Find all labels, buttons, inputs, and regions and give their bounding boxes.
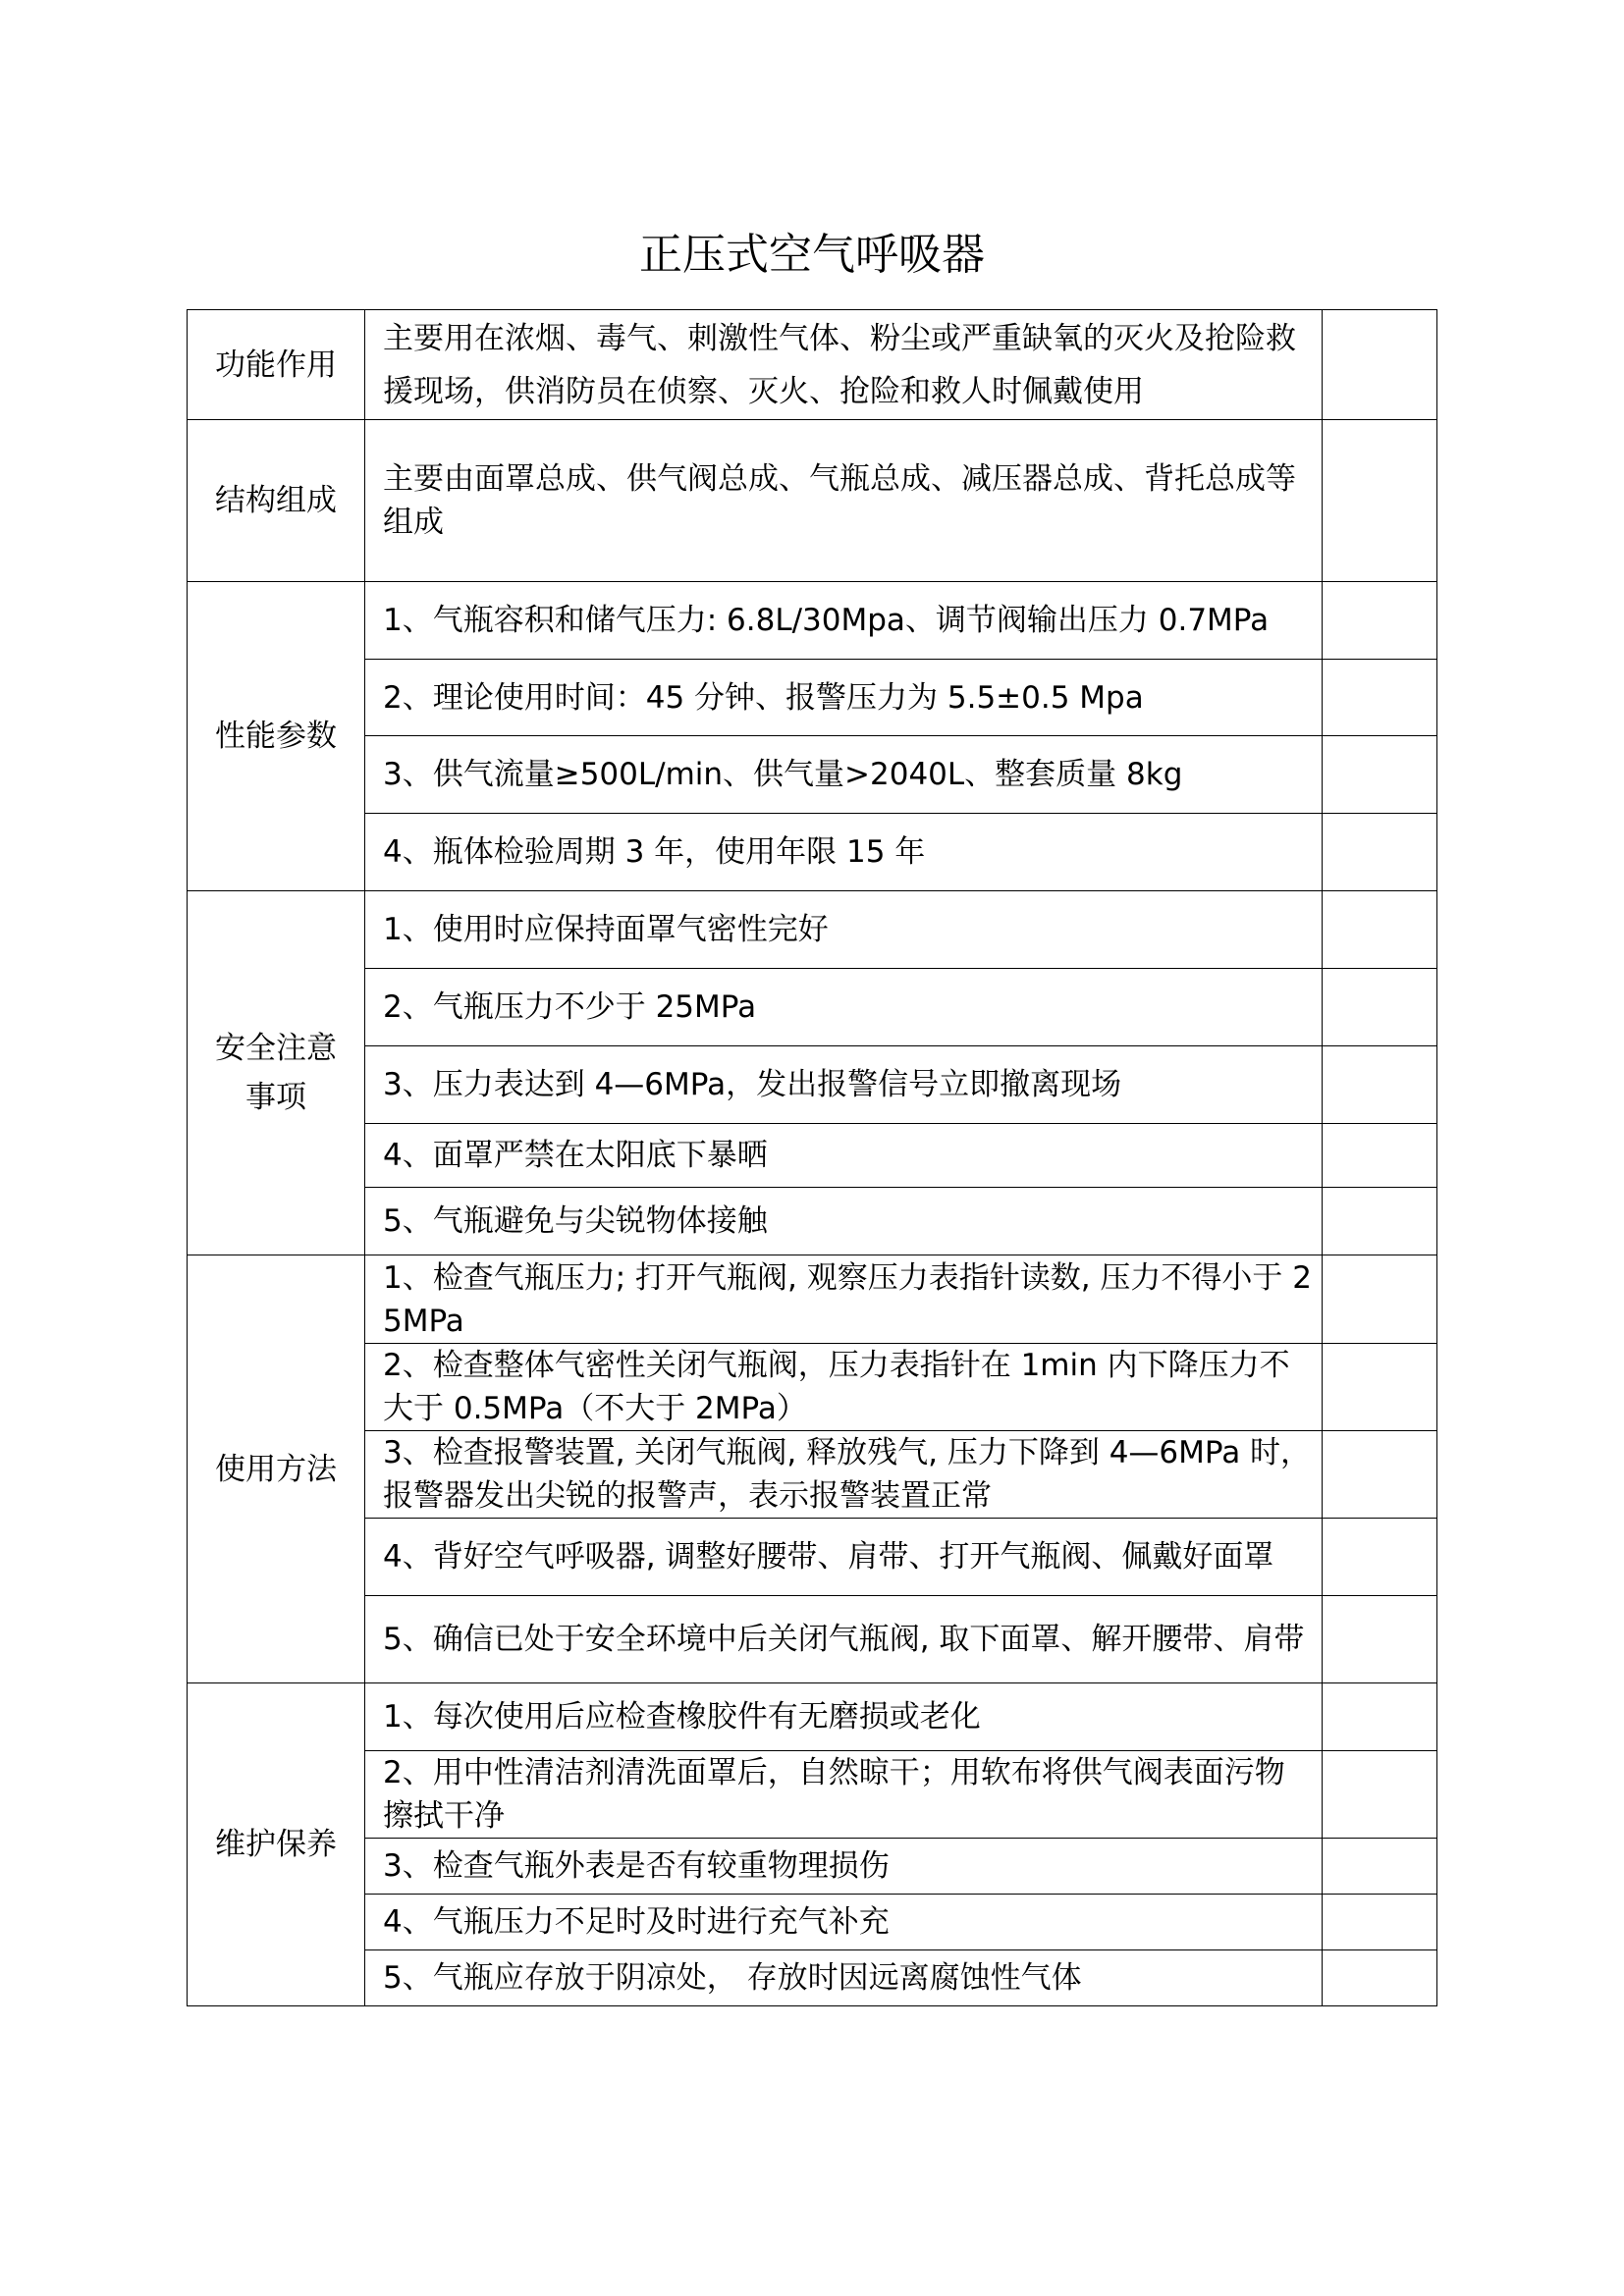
blank-check-cell <box>1322 1123 1437 1188</box>
blank-check-cell <box>1322 1430 1437 1519</box>
blank-check-cell <box>1322 968 1437 1046</box>
row-text: 3、检查报警装置, 关闭气瓶阀, 释放残气, 压力下降到 4—6MPa 时，报警器发出尖锐的报警声，表示报警装置正常 <box>383 1435 1312 1514</box>
section-label-text: 性能参数 <box>215 719 337 754</box>
row-text: 4、背好空气呼吸器, 调整好腰带、肩带、打开气瓶阀、佩戴好面罩 <box>383 1539 1274 1575</box>
blank-check-cell <box>1322 1894 1437 1950</box>
row-text: 5、确信已处于安全环境中后关闭气瓶阀, 取下面罩、解开腰带、肩带 <box>383 1622 1305 1657</box>
blank-check-cell <box>1322 581 1437 660</box>
blank-check-cell <box>1322 1595 1437 1683</box>
section-label-text: 功能作用 <box>215 347 337 383</box>
section-label <box>187 581 365 891</box>
blank-check-cell <box>1322 1343 1437 1431</box>
table-row-content <box>364 1682 1323 1751</box>
page-title: 正压式空气呼吸器 <box>639 230 985 280</box>
blank-check-cell <box>1322 1838 1437 1895</box>
section-label-text: 结构组成 <box>215 483 337 518</box>
table-row-content <box>364 1187 1323 1255</box>
table-row-content <box>364 1430 1323 1519</box>
blank-check-cell <box>1322 1255 1437 1344</box>
row-text: 主要由面罩总成、供气阀总成、气瓶总成、减压器总成、背托总成等组成 <box>383 461 1296 540</box>
table-row-content <box>364 1949 1323 2006</box>
blank-check-cell <box>1322 659 1437 736</box>
row-text: 1、检查气瓶压力; 打开气瓶阀, 观察压力表指针读数, 压力不得小于 25MPa <box>383 1259 1313 1339</box>
row-text: 3、检查气瓶外表是否有较重物理损伤 <box>383 1848 890 1884</box>
row-text: 3、压力表达到 4—6MPa，发出报警信号立即撤离现场 <box>383 1067 1122 1102</box>
blank-check-cell <box>1322 813 1437 891</box>
table-row-content <box>364 659 1323 736</box>
blank-check-cell <box>1322 1949 1437 2006</box>
table-row-content <box>364 1595 1323 1683</box>
blank-check-cell <box>1322 419 1437 582</box>
section-label-text: 安全注意事项 <box>215 1031 337 1115</box>
row-text: 2、检查整体气密性关闭气瓶阀，压力表指针在 1min 内下降压力不大于 0.5MPa（不大于 2MPa） <box>383 1348 1290 1426</box>
table-row-content <box>364 1045 1323 1124</box>
blank-check-cell <box>1322 735 1437 814</box>
blank-check-cell <box>1322 1682 1437 1751</box>
table-row-content <box>364 1750 1323 1839</box>
table-row-content <box>364 1123 1323 1188</box>
table-row-content <box>364 1343 1323 1431</box>
table-row-content <box>364 419 1323 582</box>
blank-check-cell <box>1322 1045 1437 1124</box>
table-row-content <box>364 1894 1323 1950</box>
table-row-content <box>364 890 1323 969</box>
blank-check-cell <box>1322 1518 1437 1596</box>
row-text: 5、气瓶避免与尖锐物体接触 <box>383 1203 768 1239</box>
table-row-content <box>364 1255 1323 1344</box>
table-row-content <box>364 309 1323 420</box>
row-text: 1、气瓶容积和储气压力: 6.8L/30Mpa、调节阀输出压力 0.7MPa <box>383 603 1270 638</box>
section-label <box>187 309 365 420</box>
table-row-content <box>364 1518 1323 1596</box>
row-text: 2、气瓶压力不少于 25MPa <box>383 989 757 1025</box>
row-text: 2、理论使用时间：45 分钟、报警压力为 5.5±0.5 Mpa <box>383 679 1144 716</box>
blank-check-cell <box>1322 309 1437 420</box>
table-row-content <box>364 813 1323 891</box>
section-label <box>187 1255 365 1683</box>
row-text: 4、气瓶压力不足时及时进行充气补充 <box>383 1904 890 1940</box>
blank-check-cell <box>1322 890 1437 969</box>
row-text: 4、瓶体检验周期 3 年，使用年限 15 年 <box>383 834 926 870</box>
table-row-content <box>364 1838 1323 1895</box>
table-row-content <box>364 968 1323 1046</box>
row-text: 3、供气流量≥500L/min、供气量>2040L、整套质量 8kg <box>383 757 1183 792</box>
row-text: 主要用在浓烟、毒气、刺激性气体、粉尘或严重缺氧的灭火及抢险救援现场，供消防员在侦察、灭火、抢险和救人时佩戴使用 <box>383 320 1296 409</box>
section-label-text: 使用方法 <box>215 1451 337 1487</box>
row-text: 5、气瓶应存放于阴凉处， 存放时因远离腐蚀性气体 <box>383 1960 1082 1996</box>
table-row-content <box>364 735 1323 814</box>
section-label <box>187 419 365 582</box>
blank-check-cell <box>1322 1750 1437 1839</box>
section-label-text: 维护保养 <box>215 1827 337 1862</box>
row-text: 1、使用时应保持面罩气密性完好 <box>383 912 829 947</box>
table-row-content <box>364 581 1323 660</box>
blank-check-cell <box>1322 1187 1437 1255</box>
section-label <box>187 890 365 1255</box>
row-text: 2、用中性清洁剂清洗面罩后，自然晾干；用软布将供气阀表面污物擦拭干净 <box>383 1755 1285 1834</box>
row-text: 1、每次使用后应检查橡胶件有无磨损或老化 <box>383 1699 981 1735</box>
row-text: 4、面罩严禁在太阳底下暴晒 <box>383 1138 768 1173</box>
section-label <box>187 1682 365 2006</box>
